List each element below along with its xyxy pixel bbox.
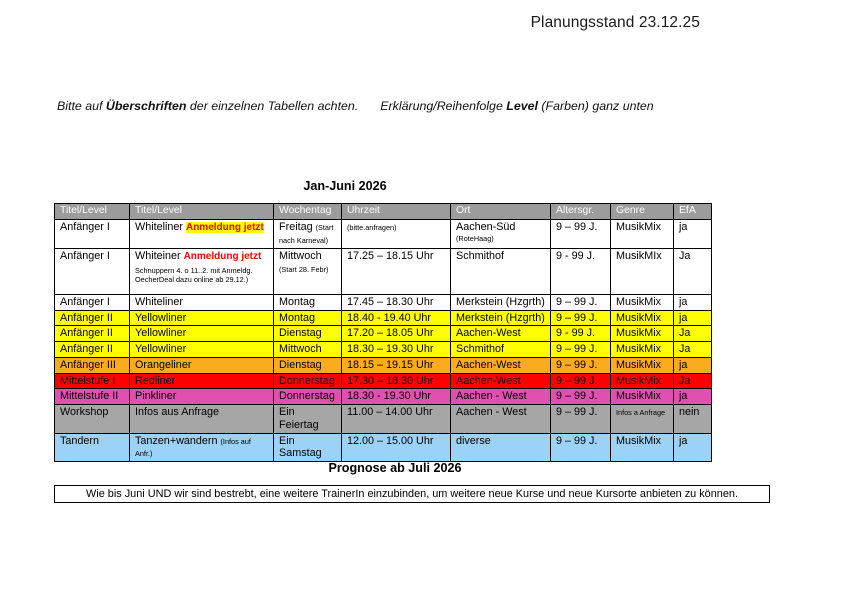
course-title: Whiteliner: [135, 221, 184, 233]
cell-level: [55, 389, 130, 405]
cell-time: [342, 373, 451, 389]
cell-time: [342, 249, 451, 295]
cell-title: [130, 295, 274, 311]
column-header-age: Altersgr.: [551, 204, 611, 220]
cell-level: [55, 310, 130, 326]
weekday-label: Ein Samstag: [279, 434, 322, 460]
cell-time: [342, 342, 451, 358]
course-title: Yellowliner: [135, 343, 187, 356]
age-range-label: 9 - 99 J.: [556, 250, 596, 262]
cell-place: [451, 357, 551, 373]
cell-age: [551, 433, 611, 461]
efa-label: ja: [679, 434, 688, 447]
cell-weekday: [274, 295, 342, 311]
cell-place: [451, 249, 551, 295]
table-row: [55, 249, 712, 295]
time-label: 18.30 - 19.30 Uhr: [347, 390, 432, 403]
efa-label: ja: [679, 358, 688, 371]
cell-weekday: [274, 373, 342, 389]
table-row: [55, 433, 712, 461]
place-label: Merkstein (Hzgrth): [456, 311, 545, 324]
cell-weekday: [274, 389, 342, 405]
cell-genre: [611, 295, 674, 311]
cell-time: [342, 326, 451, 342]
weekday-label: Donnerstag: [279, 390, 335, 403]
weekday-label: Dienstag: [279, 358, 322, 371]
age-range-label: 9 – 99 J.: [556, 434, 598, 447]
column-header-level: Titel/Level: [55, 204, 130, 220]
cell-level: [55, 373, 130, 389]
cell-level: [55, 295, 130, 311]
level-label: Anfänger I: [60, 250, 110, 262]
level-label: Workshop: [60, 406, 109, 419]
cell-age: [551, 342, 611, 358]
place-label: Merkstein (Hzgrth): [456, 296, 545, 308]
cell-title: [130, 373, 274, 389]
efa-label: Ja: [679, 374, 691, 387]
cell-place: [451, 295, 551, 311]
cell-place: [451, 326, 551, 342]
cell-time: [342, 405, 451, 433]
cell-genre: [611, 433, 674, 461]
genre-label: MusikMix: [616, 221, 661, 233]
level-label: Anfänger II: [60, 311, 113, 324]
table-row: [55, 295, 712, 311]
cell-efa: [674, 373, 712, 389]
age-range-label: 9 – 99 J.: [556, 296, 598, 308]
cell-efa: [674, 357, 712, 373]
registration-badge: Anmeldung jetzt: [183, 251, 262, 262]
time-label: 18.30 – 19.30 Uhr: [347, 343, 434, 356]
instruction-part-4: (Farben) ganz unten: [537, 99, 654, 113]
cell-age: [551, 220, 611, 249]
level-label: Anfänger II: [60, 343, 113, 356]
cell-genre: [611, 357, 674, 373]
place-note: (RoteHaag): [456, 233, 494, 243]
genre-label: MusikMix: [616, 343, 661, 356]
course-title: Orangeliner: [135, 358, 192, 371]
weekday-label: Dienstag: [279, 327, 322, 340]
registration-badge: Anmeldung jetzt: [185, 222, 264, 233]
column-header-efa: EfA: [674, 204, 712, 220]
table-row: [55, 326, 712, 342]
cell-time: [342, 357, 451, 373]
weekday-label: Freitag: [279, 221, 313, 233]
age-range-label: 9 – 99 J.: [556, 374, 598, 387]
schedule-table: [54, 203, 712, 462]
course-title: Tanzen+wandern: [135, 434, 218, 447]
weekday-note: (Start 28. Febr): [279, 264, 329, 274]
instruction-line: [57, 99, 654, 113]
efa-label: Ja: [679, 343, 691, 356]
level-label: Anfänger I: [60, 296, 110, 308]
genre-label: MusikMix: [616, 434, 661, 447]
efa-label: nein: [679, 406, 700, 419]
cell-title: [130, 433, 274, 461]
cell-age: [551, 326, 611, 342]
cell-title: [130, 389, 274, 405]
cell-title: [130, 342, 274, 358]
time-label: 17.20 – 18.05 Uhr: [347, 327, 434, 340]
cell-genre: [611, 405, 674, 433]
cell-title: [130, 326, 274, 342]
time-label: 18.40 - 19.40 Uhr: [347, 311, 432, 324]
efa-label: Ja: [679, 250, 691, 262]
cell-place: [451, 389, 551, 405]
age-range-label: 9 – 99 J.: [556, 343, 598, 356]
place-label: Aachen - West: [456, 390, 527, 403]
cell-place: [451, 220, 551, 249]
cell-age: [551, 249, 611, 295]
level-label: Tandern: [60, 434, 100, 447]
cell-level: [55, 220, 130, 249]
cell-efa: [674, 220, 712, 249]
cell-efa: [674, 433, 712, 461]
weekday-label: Ein Feiertag: [279, 406, 319, 431]
time-label: 11.00 – 14.00 Uhr: [347, 406, 433, 419]
cell-efa: [674, 389, 712, 405]
table-header-row: [55, 204, 712, 220]
weekday-label: Donnerstag: [279, 374, 335, 387]
time-label: 18.15 – 19.15 Uhr: [347, 358, 434, 371]
genre-label: MusikMix: [616, 311, 661, 324]
cell-place: [451, 310, 551, 326]
cell-age: [551, 357, 611, 373]
cell-age: [551, 295, 611, 311]
place-label: Aachen-West: [456, 327, 521, 340]
cell-age: [551, 373, 611, 389]
level-label: Anfänger I: [60, 221, 110, 233]
cell-level: [55, 357, 130, 373]
cell-time: [342, 310, 451, 326]
course-title: Whiteliner: [135, 296, 184, 308]
weekday-label: Montag: [279, 296, 316, 308]
place-label: Aachen-West: [456, 374, 521, 387]
cell-efa: [674, 295, 712, 311]
cell-genre: [611, 326, 674, 342]
cell-place: [451, 373, 551, 389]
cell-efa: [674, 310, 712, 326]
prognose-note-box: [54, 485, 770, 503]
place-label: Aachen-Süd: [456, 221, 516, 233]
schedule-section-title: Jan-Juni 2026: [303, 179, 387, 193]
cell-title: [130, 405, 274, 433]
cell-genre: [611, 249, 674, 295]
efa-label: Ja: [679, 327, 691, 340]
cell-genre: [611, 310, 674, 326]
instruction-bold-level: Level: [506, 99, 538, 113]
age-range-label: 9 – 99 J.: [556, 390, 598, 403]
instruction-part-2: der einzelnen Tabellen achten.: [186, 99, 359, 113]
cell-title: [130, 220, 274, 249]
time-label: (bitte.anfragen): [347, 223, 397, 232]
cell-efa: [674, 326, 712, 342]
cell-weekday: [274, 326, 342, 342]
cell-place: [451, 342, 551, 358]
age-range-label: 9 – 99 J.: [556, 221, 598, 233]
column-header-genre: Genre: [611, 204, 674, 220]
age-range-label: 9 – 99 J.: [556, 358, 598, 371]
cell-weekday: [274, 249, 342, 295]
cell-genre: [611, 220, 674, 249]
cell-time: [342, 433, 451, 461]
cell-weekday: [274, 310, 342, 326]
age-range-label: 9 - 99 J.: [556, 327, 596, 340]
table-row: [55, 342, 712, 358]
column-header-title: Titel/Level: [130, 204, 274, 220]
weekday-label: Mittwoch: [279, 250, 322, 262]
column-header-time: Uhrzeit: [342, 204, 451, 220]
cell-level: [55, 405, 130, 433]
cell-genre: [611, 373, 674, 389]
cell-weekday: [274, 342, 342, 358]
instruction-part-3: Erklärung/Reihenfolge: [380, 99, 507, 113]
level-label: Mittelstufe I: [60, 374, 116, 387]
level-label: Anfänger II: [60, 327, 113, 340]
planning-status-date: Planungsstand 23.12.25: [530, 14, 700, 31]
cell-age: [551, 310, 611, 326]
place-label: Aachen-West: [456, 358, 521, 371]
time-label: 17.30 – 18.30 Uhr: [347, 374, 434, 387]
genre-label: MusikMIx: [616, 250, 662, 262]
cell-weekday: [274, 405, 342, 433]
column-header-weekday: Wochentag: [274, 204, 342, 220]
course-title: Redliner: [135, 374, 176, 387]
course-title: Whiteiner: [135, 250, 181, 262]
efa-label: ja: [679, 296, 688, 308]
cell-level: [55, 326, 130, 342]
cell-weekday: [274, 433, 342, 461]
cell-time: [342, 389, 451, 405]
prognose-section-title: Prognose ab Juli 2026: [328, 461, 462, 475]
time-label: 17.25 – 18.15 Uhr: [347, 250, 434, 262]
cell-level: [55, 433, 130, 461]
cell-title: [130, 357, 274, 373]
course-title-note: Schnuppern 4. o 11..2. mit Anmeldg. OecherDeal dazu online ab 29.12.): [135, 265, 253, 285]
cell-level: [55, 342, 130, 358]
course-title: Yellowliner: [135, 311, 187, 324]
table-row: [55, 389, 712, 405]
table-row: [55, 357, 712, 373]
cell-title: [130, 310, 274, 326]
table-row: [55, 220, 712, 249]
age-range-label: 9 – 99 J.: [556, 406, 598, 419]
course-title: Infos aus Anfrage: [135, 406, 220, 419]
cell-weekday: [274, 357, 342, 373]
time-label: 17.45 – 18.30 Uhr: [347, 296, 434, 308]
cell-genre: [611, 389, 674, 405]
cell-genre: [611, 342, 674, 358]
weekday-label: Montag: [279, 311, 316, 324]
cell-weekday: [274, 220, 342, 249]
schedule-table-body: [55, 220, 712, 462]
cell-age: [551, 389, 611, 405]
course-title: Pinkliner: [135, 390, 177, 403]
genre-label: MusikMix: [616, 358, 661, 371]
instruction-part-1: Bitte auf: [57, 99, 106, 113]
place-label: Aachen - West: [456, 406, 527, 419]
efa-label: ja: [679, 311, 688, 324]
level-label: Anfänger III: [60, 358, 116, 371]
cell-title: [130, 249, 274, 295]
course-title: Yellowliner: [135, 327, 187, 340]
cell-efa: [674, 249, 712, 295]
cell-place: [451, 433, 551, 461]
level-label: Mittelstufe II: [60, 390, 119, 403]
table-row: [55, 310, 712, 326]
weekday-label: Mittwoch: [279, 343, 322, 356]
genre-label: MusikMix: [616, 374, 661, 387]
cell-place: [451, 405, 551, 433]
age-range-label: 9 – 99 J.: [556, 311, 598, 324]
genre-label: MusikMix: [616, 327, 661, 340]
cell-efa: [674, 405, 712, 433]
place-label: diverse: [456, 434, 491, 447]
instruction-bold-ueberschriften: Überschriften: [105, 99, 187, 113]
cell-age: [551, 405, 611, 433]
prognose-note-text: Wie bis Juni UND wir sind bestrebt, eine weitere TrainerIn einzubinden, um weitere neue Kurse und neue Kursorte anbieten zu können.: [86, 488, 738, 500]
table-row: [55, 405, 712, 433]
genre-label: MusikMix: [616, 390, 661, 403]
course-title-note: (Infos auf Anfr.): [135, 436, 251, 459]
time-label: 12.00 – 15.00 Uhr: [347, 434, 434, 447]
table-row: [55, 373, 712, 389]
weekday-note: (Start nach Karneval): [279, 223, 334, 245]
place-label: Schmithof: [456, 343, 505, 356]
efa-label: ja: [679, 221, 688, 233]
genre-label: MusikMix: [616, 296, 661, 308]
cell-efa: [674, 342, 712, 358]
cell-level: [55, 249, 130, 295]
cell-time: [342, 295, 451, 311]
genre-label: Infos a Anfrage: [616, 408, 666, 418]
place-label: Schmithof: [456, 250, 505, 262]
column-header-place: Ort: [451, 204, 551, 220]
efa-label: ja: [679, 390, 688, 403]
cell-time: [342, 220, 451, 249]
